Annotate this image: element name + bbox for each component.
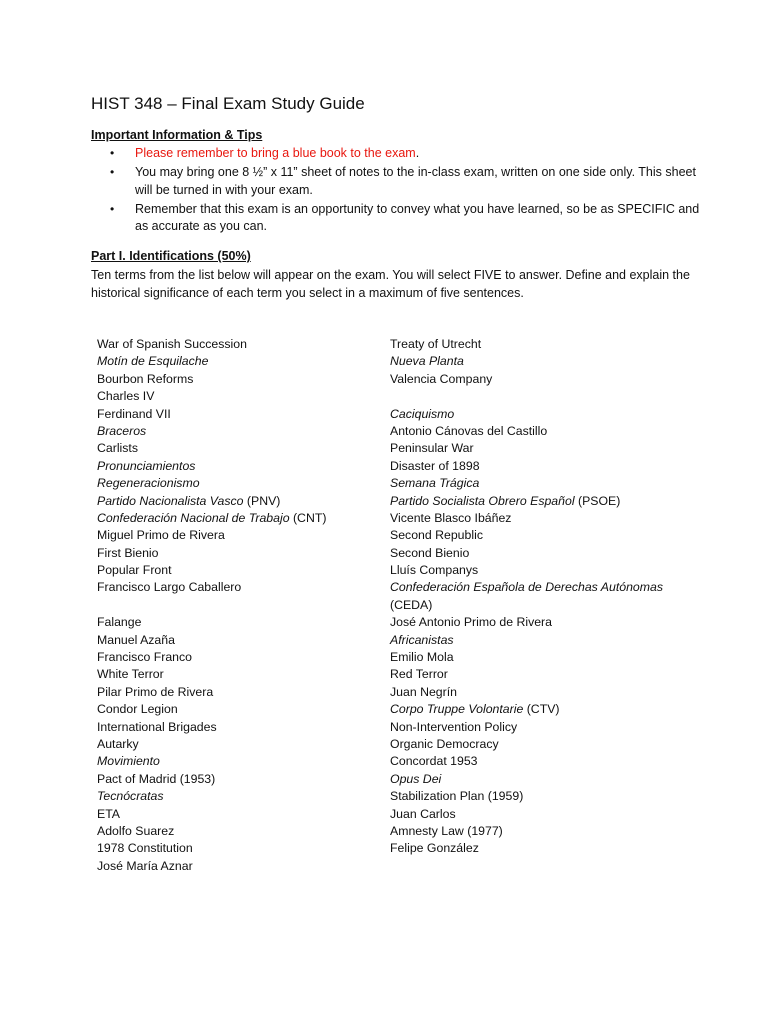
term-item bbox=[97, 510, 367, 527]
term-item bbox=[390, 527, 710, 544]
bullet-icon: • bbox=[110, 165, 115, 179]
term-name: Condor Legion bbox=[97, 702, 178, 717]
term-name: Partido Nacionalista Vasco bbox=[97, 493, 244, 508]
term-item bbox=[97, 684, 367, 701]
term-name: Charles IV bbox=[97, 389, 155, 404]
tip-suffix: . bbox=[415, 146, 420, 160]
term-item bbox=[97, 649, 367, 666]
tip-item bbox=[110, 145, 700, 163]
term-item bbox=[390, 823, 710, 840]
term-item bbox=[97, 406, 367, 423]
term-item bbox=[97, 493, 367, 510]
term-item bbox=[97, 823, 367, 840]
term-item bbox=[390, 562, 710, 579]
term-name: Partido Socialista Obrero Español bbox=[390, 493, 575, 508]
term-name: Pronunciamientos bbox=[97, 458, 196, 473]
term-item bbox=[390, 423, 710, 440]
term-item bbox=[390, 719, 710, 736]
term-item bbox=[390, 840, 710, 857]
terms-column-right bbox=[390, 336, 710, 858]
term-name: White Terror bbox=[97, 667, 164, 682]
term-item bbox=[97, 371, 367, 388]
term-name: International Brigades bbox=[97, 719, 217, 734]
term-name: Confederación Nacional de Trabajo bbox=[97, 510, 290, 525]
term-name: Nueva Planta bbox=[390, 354, 464, 369]
term-item bbox=[390, 666, 710, 683]
term-name: Movimiento bbox=[97, 754, 160, 769]
term-item bbox=[390, 458, 710, 475]
term-name: Confederación Española de Derechas Autónomas bbox=[390, 580, 663, 595]
term-item bbox=[97, 475, 367, 492]
term-item bbox=[97, 632, 367, 649]
term-name: Antonio Cánovas del Castillo bbox=[390, 423, 548, 438]
term-name: Peninsular War bbox=[390, 441, 474, 456]
term-name: Felipe González bbox=[390, 841, 479, 856]
term-item bbox=[390, 545, 710, 562]
term-name: Corpo Truppe Volontarie bbox=[390, 702, 524, 717]
term-item bbox=[97, 788, 367, 805]
part1-intro: Ten terms from the list below will appear on the exam. You will select FIVE to answer. Define and explain the historical significance of each term you select in a maximum of five sentences. bbox=[91, 268, 690, 300]
term-item bbox=[97, 753, 367, 770]
terms-column-left bbox=[97, 336, 367, 875]
term-name: Vicente Blasco Ibáñez bbox=[390, 510, 512, 525]
term-item bbox=[390, 406, 710, 423]
tip-text: You may bring one 8 ½” x 11” sheet of notes to the in-class exam, written on one side only. This sheet will be turned in with your exam. bbox=[135, 165, 696, 197]
term-item bbox=[97, 736, 367, 753]
term-item bbox=[390, 806, 710, 823]
term-name: José Antonio Primo de Rivera bbox=[390, 615, 552, 630]
term-name: Motín de Esquilache bbox=[97, 354, 209, 369]
term-item bbox=[390, 614, 710, 631]
term-item bbox=[97, 701, 367, 718]
term-name: Valencia Company bbox=[390, 371, 493, 386]
term-name: Amnesty Law (1977) bbox=[390, 823, 503, 838]
term-item bbox=[390, 684, 710, 701]
page-title: HIST 348 – Final Exam Study Guide bbox=[91, 94, 365, 113]
term-item bbox=[97, 423, 367, 440]
term-name: Francisco Largo Caballero bbox=[97, 580, 242, 595]
term-item bbox=[97, 614, 367, 631]
term-spacer bbox=[97, 597, 367, 614]
term-abbreviation: (CNT) bbox=[289, 510, 327, 525]
tips-list bbox=[110, 145, 700, 237]
term-name: Francisco Franco bbox=[97, 650, 192, 665]
term-item bbox=[390, 632, 710, 649]
term-name: Adolfo Suarez bbox=[97, 823, 175, 838]
term-name: Tecnócratas bbox=[97, 789, 164, 804]
term-name: Semana Trágica bbox=[390, 476, 480, 491]
term-name: Red Terror bbox=[390, 667, 448, 682]
term-name: Second Republic bbox=[390, 528, 483, 543]
term-item bbox=[97, 353, 367, 370]
term-name: Bourbon Reforms bbox=[97, 371, 194, 386]
tip-text: Please remember to bring a blue book to the exam bbox=[135, 146, 416, 160]
term-item bbox=[390, 353, 710, 370]
term-name: Pact of Madrid (1953) bbox=[97, 771, 216, 786]
term-item bbox=[390, 788, 710, 805]
term-item bbox=[390, 510, 710, 527]
term-item bbox=[97, 806, 367, 823]
term-name: José María Aznar bbox=[97, 858, 193, 873]
term-name: Concordat 1953 bbox=[390, 754, 478, 769]
tip-text: Remember that this exam is an opportunity to convey what you have learned, so be as SPECIFIC and as accurate as you can. bbox=[135, 201, 700, 233]
term-item bbox=[390, 649, 710, 666]
term-spacer bbox=[390, 388, 710, 405]
term-name: Second Bienio bbox=[390, 545, 470, 560]
term-name: Popular Front bbox=[97, 563, 172, 578]
term-name: Emilio Mola bbox=[390, 650, 454, 665]
term-item bbox=[390, 736, 710, 753]
term-name: Braceros bbox=[97, 423, 147, 438]
term-item bbox=[390, 336, 710, 353]
term-item bbox=[390, 579, 710, 614]
term-name: First Bienio bbox=[97, 545, 159, 560]
term-name: Falange bbox=[97, 615, 142, 630]
term-item bbox=[97, 562, 367, 579]
term-name: Disaster of 1898 bbox=[390, 458, 480, 473]
term-item bbox=[97, 545, 367, 562]
term-name: Non-Intervention Policy bbox=[390, 719, 518, 734]
term-item bbox=[97, 336, 367, 353]
term-name: Ferdinand VII bbox=[97, 406, 171, 421]
term-name: Stabilization Plan (1959) bbox=[390, 789, 524, 804]
term-name: Autarky bbox=[97, 736, 139, 751]
term-item bbox=[97, 666, 367, 683]
term-name: Juan Carlos bbox=[390, 806, 456, 821]
term-name: Miguel Primo de Rivera bbox=[97, 528, 225, 543]
term-name: ETA bbox=[97, 806, 121, 821]
term-name: Africanistas bbox=[390, 632, 454, 647]
term-item bbox=[390, 701, 710, 718]
term-name: Organic Democracy bbox=[390, 737, 499, 752]
term-abbreviation: (PNV) bbox=[243, 493, 281, 508]
term-name: Regeneracionismo bbox=[97, 476, 200, 491]
term-item bbox=[390, 771, 710, 788]
term-name: Opus Dei bbox=[390, 771, 442, 786]
term-item bbox=[97, 388, 367, 405]
tips-heading: Important Information & Tips bbox=[91, 128, 263, 142]
term-name: Pilar Primo de Rivera bbox=[97, 684, 214, 699]
tip-item bbox=[110, 164, 700, 199]
term-item bbox=[390, 475, 710, 492]
term-item bbox=[390, 371, 710, 388]
term-name: Caciquismo bbox=[390, 406, 455, 421]
term-abbreviation: (CEDA) bbox=[390, 597, 433, 612]
tip-item bbox=[110, 201, 700, 236]
term-item bbox=[97, 858, 367, 875]
term-item bbox=[97, 771, 367, 788]
term-item bbox=[97, 527, 367, 544]
term-item bbox=[97, 840, 367, 857]
term-name: Juan Negrín bbox=[390, 684, 457, 699]
term-name: Treaty of Utrecht bbox=[390, 337, 482, 351]
term-abbreviation: (CTV) bbox=[523, 702, 560, 717]
term-abbreviation: (PSOE) bbox=[574, 493, 621, 508]
bullet-icon: • bbox=[110, 146, 115, 160]
term-item bbox=[390, 493, 710, 510]
term-name: War of Spanish Succession bbox=[97, 337, 247, 351]
term-item bbox=[97, 719, 367, 736]
term-item bbox=[390, 753, 710, 770]
term-name: Manuel Azaña bbox=[97, 632, 175, 647]
bullet-icon: • bbox=[110, 201, 115, 216]
term-name: Carlists bbox=[97, 441, 138, 456]
term-item bbox=[390, 440, 710, 457]
term-item bbox=[97, 440, 367, 457]
term-name: 1978 Constitution bbox=[97, 841, 193, 856]
term-name: Lluís Companys bbox=[390, 563, 479, 578]
part1-heading: Part I. Identifications (50%) bbox=[91, 249, 251, 263]
term-item bbox=[97, 579, 367, 596]
term-item bbox=[97, 458, 367, 475]
